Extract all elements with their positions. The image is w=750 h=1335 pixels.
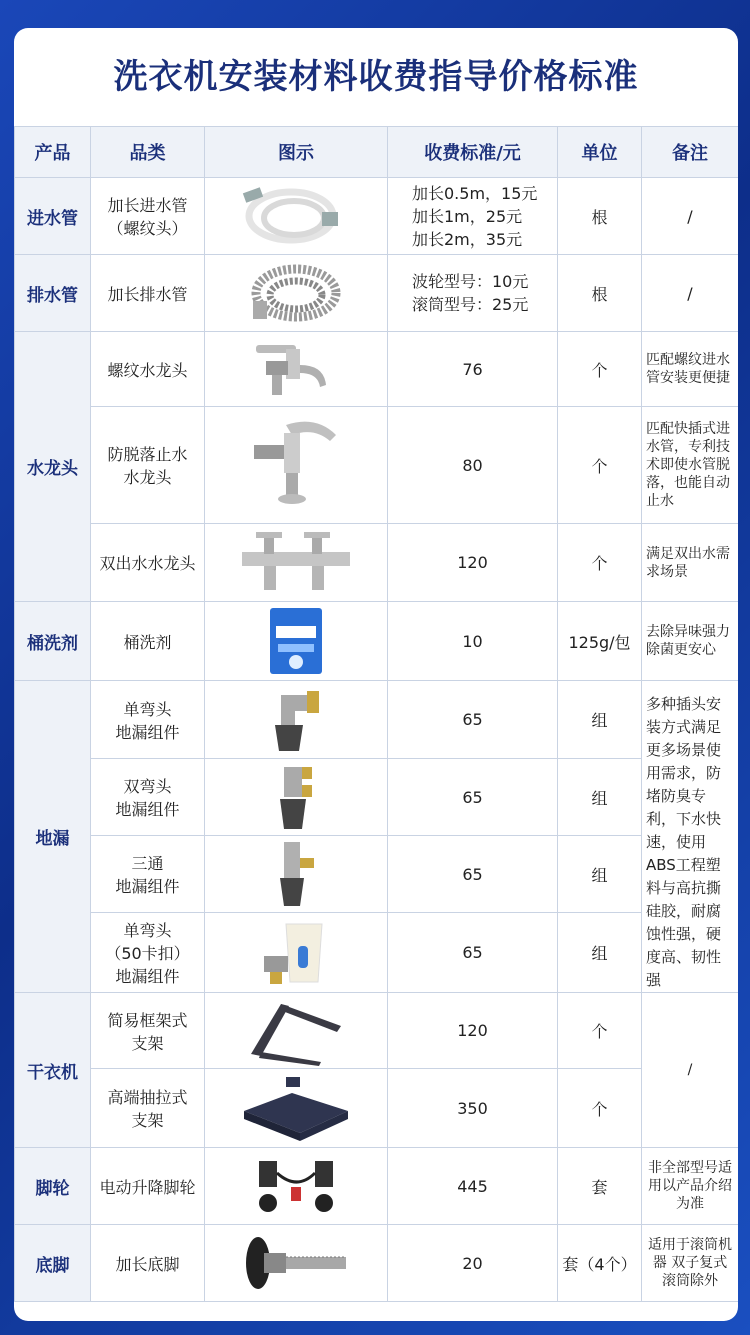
table-row	[15, 993, 739, 1069]
double-elbow-drain-image	[205, 759, 388, 836]
category-cell: 防脱落止水 水龙头	[91, 407, 205, 524]
price-cell: 65	[388, 681, 558, 759]
category-cell: 单弯头 （50卡扣） 地漏组件	[91, 913, 205, 993]
price-cell: 120	[388, 993, 558, 1069]
product-cell: 水龙头	[15, 332, 91, 602]
unit-cell: 个	[558, 524, 642, 602]
table-row	[15, 602, 739, 681]
price-cell: 加长0.5m，15元 加长1m，25元 加长2m，35元	[388, 178, 558, 255]
product-cell: 桶洗剂	[15, 602, 91, 681]
price-cell: 65	[388, 836, 558, 913]
unit-cell: 组	[558, 913, 642, 993]
table-row	[15, 1148, 739, 1225]
table-row	[15, 524, 739, 602]
table-row	[15, 836, 739, 913]
unit-cell: 套（4个）	[558, 1225, 642, 1302]
price-table	[14, 126, 738, 1302]
price-cell: 120	[388, 524, 558, 602]
note-cell: 适用于滚筒机器 双子复式滚筒除外	[642, 1225, 739, 1302]
note-cell: /	[642, 255, 739, 332]
category-cell: 双弯头 地漏组件	[91, 759, 205, 836]
electric-caster-image	[205, 1148, 388, 1225]
extended-foot-image	[205, 1225, 388, 1302]
category-cell: 桶洗剂	[91, 602, 205, 681]
category-cell: 高端抽拉式 支架	[91, 1069, 205, 1148]
category-cell: 简易框架式 支架	[91, 993, 205, 1069]
product-cell: 排水管	[15, 255, 91, 332]
category-cell: 螺纹水龙头	[91, 332, 205, 407]
unit-cell: 组	[558, 681, 642, 759]
price-cell: 波轮型号：10元 滚筒型号：25元	[388, 255, 558, 332]
white-inlet-hose-image	[205, 178, 388, 255]
category-cell: 三通 地漏组件	[91, 836, 205, 913]
dual-outlet-faucet-image	[205, 524, 388, 602]
table-row	[15, 1225, 739, 1302]
note-cell: 非全部型号适用以产品介绍为准	[642, 1148, 739, 1225]
note-cell: 去除异味强力除菌更安心	[642, 602, 739, 681]
unit-cell: 个	[558, 993, 642, 1069]
header-unit: 单位	[558, 127, 642, 178]
detergent-packet-image	[205, 602, 388, 681]
price-cell: 20	[388, 1225, 558, 1302]
category-cell: 双出水水龙头	[91, 524, 205, 602]
table-row	[15, 1069, 739, 1148]
header-note: 备注	[642, 127, 739, 178]
unit-cell: 个	[558, 1069, 642, 1148]
note-cell: /	[642, 993, 739, 1148]
unit-cell: 组	[558, 836, 642, 913]
table-row	[15, 255, 739, 332]
note-cell: 多种插头安装方式满足更多场景使用需求，防堵防臭专利，下水快速，使用ABS工程塑料与高抗撕硅胶，耐腐蚀性强，硬度高、韧性强	[642, 681, 739, 993]
price-cell: 65	[388, 913, 558, 993]
note-cell: /	[642, 178, 739, 255]
header-row	[15, 127, 739, 178]
table-row	[15, 332, 739, 407]
table-row	[15, 407, 739, 524]
table-row	[15, 759, 739, 836]
note-cell: 匹配快插式进水管，专利技术即使水管脱落，也能自动止水	[642, 407, 739, 524]
simple-frame-stand-image	[205, 993, 388, 1069]
single-elbow-drain-image	[205, 681, 388, 759]
unit-cell: 125g/包	[558, 602, 642, 681]
table-row	[15, 913, 739, 993]
tee-drain-image	[205, 836, 388, 913]
grey-drain-hose-image	[205, 255, 388, 332]
price-cell: 350	[388, 1069, 558, 1148]
unit-cell: 个	[558, 407, 642, 524]
unit-cell: 套	[558, 1148, 642, 1225]
header-product: 产品	[15, 127, 91, 178]
price-cell: 80	[388, 407, 558, 524]
price-cell: 76	[388, 332, 558, 407]
chrome-faucet-image	[205, 332, 388, 407]
clip-drain-image	[205, 913, 388, 993]
table-row	[15, 681, 739, 759]
header-category: 品类	[91, 127, 205, 178]
category-cell: 加长底脚	[91, 1225, 205, 1302]
product-cell: 地漏	[15, 681, 91, 993]
price-cell: 10	[388, 602, 558, 681]
note-cell: 匹配螺纹进水管安装更便捷	[642, 332, 739, 407]
note-cell: 满足双出水需求场景	[642, 524, 739, 602]
page-title: 洗衣机安装材料收费指导价格标准	[113, 57, 639, 97]
pull-out-stand-image	[205, 1069, 388, 1148]
header-illustration: 图示	[205, 127, 388, 178]
product-cell: 进水管	[15, 178, 91, 255]
anti-drop-faucet-image	[205, 407, 388, 524]
price-cell: 445	[388, 1148, 558, 1225]
category-cell: 加长进水管 （螺纹头）	[91, 178, 205, 255]
unit-cell: 根	[558, 255, 642, 332]
unit-cell: 个	[558, 332, 642, 407]
price-cell: 65	[388, 759, 558, 836]
unit-cell: 根	[558, 178, 642, 255]
product-cell: 底脚	[15, 1225, 91, 1302]
category-cell: 电动升降脚轮	[91, 1148, 205, 1225]
header-price: 收费标准/元	[388, 127, 558, 178]
unit-cell: 组	[558, 759, 642, 836]
table-row	[15, 178, 739, 255]
product-cell: 脚轮	[15, 1148, 91, 1225]
price-card	[14, 28, 738, 1321]
category-cell: 单弯头 地漏组件	[91, 681, 205, 759]
category-cell: 加长排水管	[91, 255, 205, 332]
product-cell: 干衣机	[15, 993, 91, 1148]
